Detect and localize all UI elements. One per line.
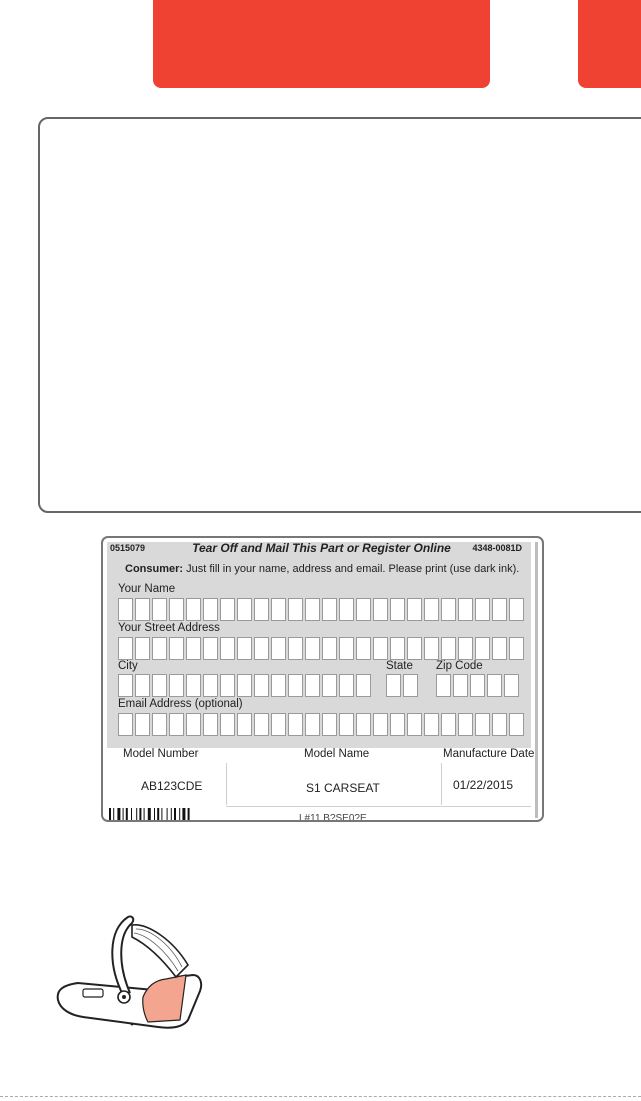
character-box[interactable]: [403, 674, 418, 697]
character-box[interactable]: [441, 713, 456, 736]
character-box[interactable]: [441, 598, 456, 621]
character-box[interactable]: [390, 713, 405, 736]
card-code-left: 0515079: [110, 543, 146, 553]
character-box[interactable]: [254, 637, 269, 660]
character-box[interactable]: [152, 674, 167, 697]
card-title: Tear Off and Mail This Part or Register Online: [192, 541, 451, 555]
character-box[interactable]: [271, 637, 286, 660]
carseat-canopy: [132, 925, 188, 977]
serial-number: L#11 B?SE0?E: [299, 813, 367, 822]
character-box[interactable]: [135, 713, 150, 736]
character-box[interactable]: [169, 674, 184, 697]
character-box[interactable]: [135, 637, 150, 660]
character-box[interactable]: [203, 598, 218, 621]
character-box[interactable]: [237, 713, 252, 736]
consumer-label: Consumer:: [125, 563, 184, 575]
character-box[interactable]: [322, 637, 337, 660]
barcode-icon: [109, 808, 227, 820]
character-box[interactable]: [118, 637, 133, 660]
character-box[interactable]: [254, 674, 269, 697]
character-box[interactable]: [169, 598, 184, 621]
character-box[interactable]: [509, 637, 524, 660]
character-box[interactable]: [339, 598, 354, 621]
character-box[interactable]: [254, 598, 269, 621]
character-box[interactable]: [390, 598, 405, 621]
carseat-seat: [143, 975, 186, 1022]
character-box[interactable]: [373, 637, 388, 660]
character-box[interactable]: [271, 674, 286, 697]
character-box[interactable]: [356, 598, 371, 621]
character-box[interactable]: [254, 713, 269, 736]
character-box[interactable]: [271, 598, 286, 621]
character-box[interactable]: [458, 598, 473, 621]
character-box[interactable]: [237, 674, 252, 697]
character-box[interactable]: [271, 713, 286, 736]
name-input[interactable]: [118, 598, 526, 621]
character-box[interactable]: [509, 713, 524, 736]
character-box[interactable]: [152, 598, 167, 621]
character-box[interactable]: [203, 637, 218, 660]
zip-input[interactable]: [436, 674, 521, 697]
character-box[interactable]: [475, 713, 490, 736]
character-box[interactable]: [407, 637, 422, 660]
info-panel: [38, 117, 641, 513]
character-box[interactable]: [203, 674, 218, 697]
manufacture-date-value: 01/22/2015: [453, 778, 514, 792]
character-box[interactable]: [237, 637, 252, 660]
character-box[interactable]: [322, 713, 337, 736]
city-input[interactable]: [118, 674, 373, 697]
header-tab-main: [153, 0, 490, 88]
model-name-value: S1 CARSEAT: [306, 781, 380, 795]
character-box[interactable]: [118, 674, 133, 697]
character-box[interactable]: [386, 674, 401, 697]
tear-line: [0, 1096, 641, 1097]
character-box[interactable]: [220, 598, 235, 621]
carseat-handle: [112, 916, 133, 995]
character-box[interactable]: [288, 637, 303, 660]
card-code-right: 4348-0081D: [472, 543, 522, 553]
character-box[interactable]: [305, 598, 320, 621]
character-box[interactable]: [356, 713, 371, 736]
character-box[interactable]: [373, 713, 388, 736]
character-box[interactable]: [118, 598, 133, 621]
character-box[interactable]: [424, 713, 439, 736]
character-box[interactable]: [458, 713, 473, 736]
character-box[interactable]: [169, 637, 184, 660]
character-box[interactable]: [220, 713, 235, 736]
email-input[interactable]: [118, 713, 526, 736]
character-box[interactable]: [492, 713, 507, 736]
character-box[interactable]: [237, 598, 252, 621]
character-box[interactable]: [288, 713, 303, 736]
consumer-instructions: [125, 563, 519, 575]
character-box[interactable]: [407, 598, 422, 621]
state-label: State: [386, 660, 413, 672]
model-number-value: AB123CDE: [141, 779, 203, 793]
character-box[interactable]: [509, 598, 524, 621]
character-box[interactable]: [424, 598, 439, 621]
character-box[interactable]: [322, 598, 337, 621]
model-number-label: Model Number: [123, 748, 199, 760]
character-box[interactable]: [356, 674, 371, 697]
character-box[interactable]: [220, 674, 235, 697]
character-box[interactable]: [475, 598, 490, 621]
character-box[interactable]: [436, 674, 451, 697]
character-box[interactable]: [453, 674, 468, 697]
city-label: City: [118, 660, 138, 672]
model-name-label: Model Name: [304, 748, 370, 760]
character-box[interactable]: [475, 637, 490, 660]
character-box[interactable]: [135, 598, 150, 621]
character-box[interactable]: [322, 674, 337, 697]
character-box[interactable]: [169, 713, 184, 736]
character-box[interactable]: [135, 674, 150, 697]
character-box[interactable]: [339, 637, 354, 660]
email-label: Email Address (optional): [118, 698, 243, 710]
character-box[interactable]: [220, 637, 235, 660]
character-box[interactable]: [458, 637, 473, 660]
street-input[interactable]: [118, 637, 526, 660]
character-box[interactable]: [373, 598, 388, 621]
character-box[interactable]: [339, 713, 354, 736]
zip-label: Zip Code: [436, 660, 483, 672]
manufacture-date-label: Manufacture Date: [443, 748, 535, 760]
character-box[interactable]: [186, 598, 201, 621]
infant-carseat-icon: [48, 905, 208, 1035]
character-box[interactable]: [152, 713, 167, 736]
character-box[interactable]: [186, 713, 201, 736]
character-box[interactable]: [152, 637, 167, 660]
character-box[interactable]: [288, 598, 303, 621]
character-box[interactable]: [504, 674, 519, 697]
consumer-text: Just fill in your name, address and email. Please print (use dark ink).: [186, 563, 520, 575]
state-input[interactable]: [386, 674, 420, 697]
character-box[interactable]: [305, 713, 320, 736]
character-box[interactable]: [441, 637, 456, 660]
card-divider: [535, 542, 538, 818]
character-box[interactable]: [203, 713, 218, 736]
character-box[interactable]: [470, 674, 485, 697]
product-underline: [226, 806, 531, 807]
character-box[interactable]: [390, 637, 405, 660]
street-label: Your Street Address: [118, 622, 220, 634]
character-box[interactable]: [186, 637, 201, 660]
character-box[interactable]: [305, 674, 320, 697]
character-box[interactable]: [492, 598, 507, 621]
character-box[interactable]: [492, 637, 507, 660]
character-box[interactable]: [305, 637, 320, 660]
character-box[interactable]: [288, 674, 303, 697]
product-divider-2: [441, 763, 442, 805]
registration-card: [101, 536, 544, 822]
character-box[interactable]: [186, 674, 201, 697]
character-box[interactable]: [407, 713, 422, 736]
product-divider-1: [226, 763, 227, 805]
name-label: Your Name: [118, 583, 176, 595]
character-box[interactable]: [339, 674, 354, 697]
character-box[interactable]: [487, 674, 502, 697]
character-box[interactable]: [356, 637, 371, 660]
character-box[interactable]: [424, 637, 439, 660]
character-box[interactable]: [118, 713, 133, 736]
header-tab-side: [578, 0, 641, 88]
